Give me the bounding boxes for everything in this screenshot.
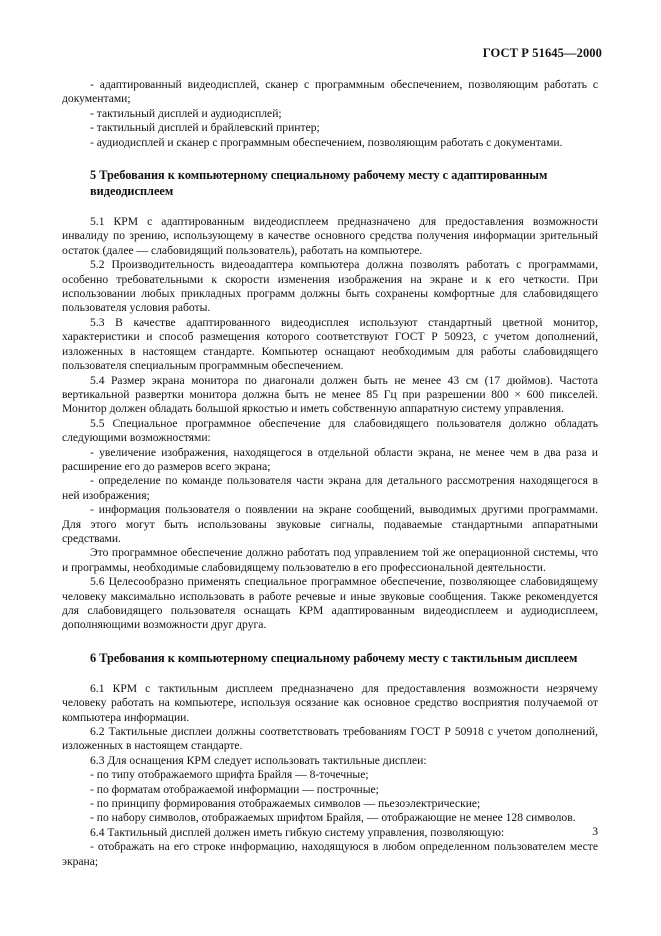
paragraph-6-2: 6.2 Тактильные дисплеи должны соответствовать требованиям ГОСТ Р 50918 с учетом дополнений, изложенных в настоящем стандарте. — [62, 725, 598, 753]
list-item: - тактильный дисплей и брайлевский принтер; — [90, 121, 320, 135]
paragraph-6-3: 6.3 Для оснащения КРМ следует использовать тактильные дисплеи: — [90, 753, 427, 767]
list-item: - информация пользователя о появлении на экране сообщений, выводимых другими программами. Для этого могут быть использованы звуковые сигналы, подаваемые стандартными аппаратными средствами. — [62, 503, 598, 545]
standard-number: ГОСТ Р 51645—2000 — [482, 46, 602, 60]
paragraph-5-1: 5.1 КРМ с адаптированным видеодисплеем предназначено для предоставления возможности инвалиду по зрению, использующему в качестве основного средства получения информации зрительный остаток (далее — слабовидящий пользователь), работать на компьютере. — [62, 215, 598, 257]
list-item: - аудиодисплей и сканер с программным обеспечением, позволяющим работать с документами. — [90, 135, 563, 149]
list-item: - определение по команде пользователя части экрана для детального рассмотрения находящегося в ней изображения; — [62, 474, 598, 502]
list-item: - по типу отображаемого шрифта Брайля — 8-точечные; — [90, 768, 369, 782]
paragraph-5-6: 5.6 Целесообразно применять специальное программное обеспечение, позволяющее слабовидящему человеку максимально использовать в работе речевые и иные звуковые сообщения. Также рекомендуется для слабовидящего пользователя оснащать КРМ адаптированным видеодисплеем и аудиодисплеем, дополняющими возможности друг друга. — [62, 575, 598, 632]
list-item: - увеличение изображения, находящегося в отдельной области экрана, не менее чем в два раза и расширение его до размеров всего экрана; — [62, 445, 598, 473]
paragraph-5-5: 5.5 Специальное программное обеспечение для слабовидящего пользователя должно обладать следующими возможностями: — [62, 416, 598, 445]
paragraph-5-4: 5.4 Размер экрана монитора по диагонали должен быть не менее 43 см (17 дюймов). Частота вертикальной развертки монитора должна быть не менее 85 Гц при разрешении 800 × 600 пикселей. Монитор должен обладать большой яркостью и иметь собственную аппаратную систему управления. — [62, 373, 598, 416]
list-item: - тактильный дисплей и аудиодисплей; — [90, 106, 282, 120]
list-item: - адаптированный видеодисплей, сканер с программным обеспечением, позволяющим работать с документами; — [62, 78, 598, 106]
section-5-heading: 5 Требования к компьютерному специальному рабочему месту с адаптированным видеодисплеем — [90, 168, 548, 199]
list-item: - по набору символов, отображаемых шрифтом Брайля, — отображающие не менее 128 символов. — [90, 811, 576, 825]
section-6-heading: 6 Требования к компьютерному специальному рабочему месту с тактильным дисплеем — [90, 650, 578, 665]
document-body — [62, 78, 598, 869]
paragraph-5-2: 5.2 Производительность видеоадаптера компьютера должна позволять работать с программами, особенно требовательными к скорости изменения изображения на экране и к его четкости. При использовании любых прикладных программ должны быть сохранены комфортные для слабовидящего пользователя условия работы. — [62, 258, 598, 315]
paragraph-6-4: 6.4 Тактильный дисплей должен иметь гибкую систему управления, позволяющую: — [90, 825, 505, 839]
page-number: 3 — [592, 826, 598, 838]
paragraph-5-5-note: Это программное обеспечение должно работать под управлением той же операционной системы, что и программы, необходимые слабовидящему пользователю в его профессиональной деятельности. — [62, 546, 598, 574]
paragraph-5-3: 5.3 В качестве адаптированного видеодисплея используют стандартный цветной монитор, характеристики и способ размещения которого соответствуют ГОСТ Р 50923, с учетом дополнений, изложенных в настоящем стандарте. Компьютер оснащают необходимым для работы слабовидящего пользователя специальным программным обеспечением. — [62, 315, 598, 373]
list-item: - отображать на его строке информацию, находящуюся в любом определенном пользователем месте экрана; — [62, 840, 598, 868]
paragraph-6-1: 6.1 КРМ с тактильным дисплеем предназначено для предоставления возможности незрячему человеку работать на компьютере, используя осязание как основное средство восприятия получаемой от компьютера информации. — [62, 681, 598, 724]
list-item: - по форматам отображаемой информации — построчные; — [90, 782, 379, 796]
list-item: - по принципу формирования отображаемых символов — пьезоэлектрические; — [90, 797, 481, 811]
